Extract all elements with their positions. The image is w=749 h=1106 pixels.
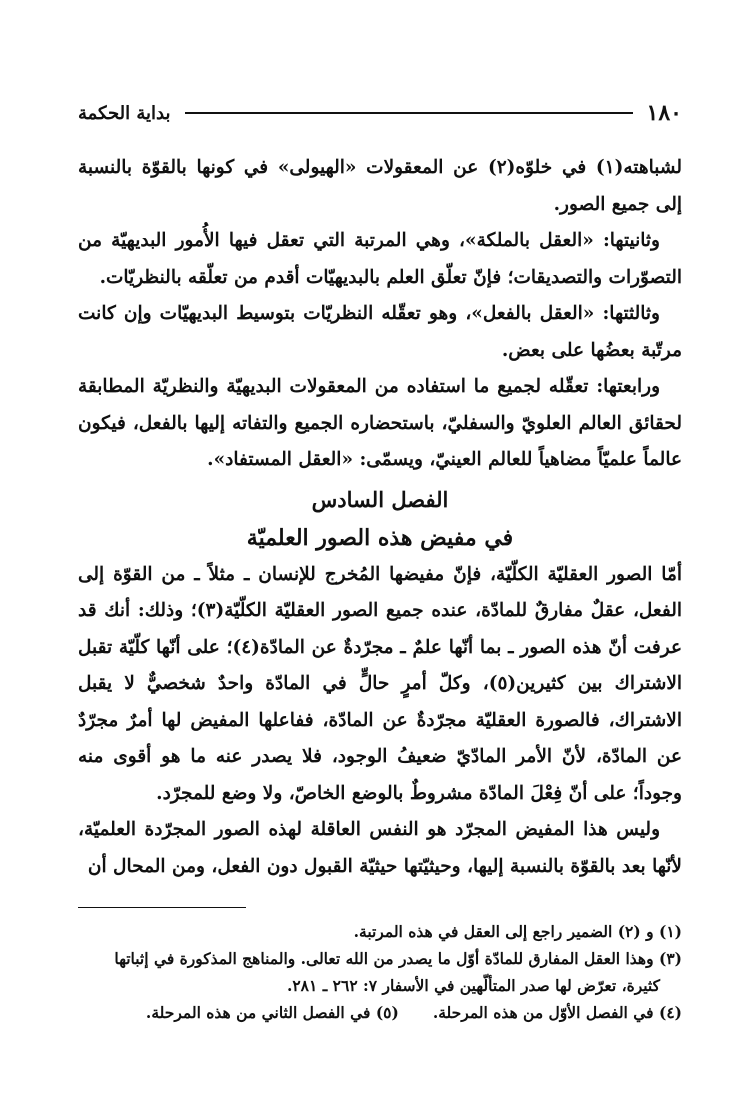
footnote-4: (٤) في الفصل الأوّل من هذه المرحلة. — [432, 1003, 682, 1022]
paragraph: وليس هذا المفيض المجرّد هو النفس العاقلة لهذه الصور المجرّدة العلميّة، لأنّها بعد بالقوّة بالنسبة إليها، وحيثيّتها حيثيّة القبول دون الفعل، ومن المحال أن — [78, 819, 682, 877]
paragraph: ورابعتها: تعقّله لجميع ما استفاده من المعقولات البديهيّة والنظريّة المطابقة لحقائق العالم العلويّ والسفليّ، باستحضاره الجميع والتفاته إليها بالفعل، فيكون عالماً علميّاً مضاهياً للعالم العينيّ، ويسمّى: «العقل المستفاد». — [78, 376, 682, 470]
footnote: كثيرة، تعرّض لها صدر المتألّهين في الأسفار ٧: ٢٦٢ ـ ٢٨١. — [286, 976, 660, 995]
book-page — [78, 96, 682, 1056]
running-header — [78, 96, 682, 130]
footnote-5: (٥) في الفصل الثاني من هذه المرحلة. — [145, 1003, 399, 1022]
footnote: (١) و (٢) الضمير راجع إلى العقل في هذه المرتبة. — [353, 922, 682, 941]
paragraph: وثانيتها: «العقل بالملكة»، وهي المرتبة التي تعقل فيها الأُمور البديهيّة من التصوّرات والتصديقات؛ فإنّ تعلّق العلم بالبديهيّات أقدم من تعلّقه بالنظريّات. — [78, 230, 682, 288]
paragraph: لشباهته(١) في خلوّه(٢) عن المعقولات «الهيولى» في كونها بالقوّة بالنسبة إلى جميع الصور. — [78, 157, 682, 215]
footnotes — [78, 918, 682, 999]
footnote: (٣) وهذا العقل المفارق للمادّة أوّل ما يصدر من الله تعالى. والمناهج المذكورة في إثباتها — [114, 949, 682, 968]
paragraph: وثالثتها: «العقل بالفعل»، وهو تعقّله النظريّات بتوسيط البديهيّات وإن كانت مرتّبة بعضُها على بعض. — [78, 303, 682, 361]
paragraph: أمّا الصور العقليّة الكلّيّة، فإنّ مفيضها المُخرج للإنسان ـ مثلاً ـ من القوّة إلى الفعل، عقلٌ مفارقٌ للمادّة، عنده جميع الصور العقليّة الكلّيّة(٣)؛ وذلك: أنك قد عرفت أنّ هذه الصور ـ بما أنّها علمٌ ـ مجرّدةٌ عن المادّة(٤)؛ على أنّها كلّيّة تقبل الاشتراك بين كثيرين(٥)، وكلّ أمرٍ حالٍّ في المادّة واحدٌ شخصيٌّ لا يقبل الاشتراك، فالصورة العقليّة مجرّدةٌ عن المادّة، ففاعلها المفيض لها أمرٌ مجرّدٌ عن المادّة، لأنّ الأمر المادّيّ ضعيفُ الوجود، فلا يصدر عنه ما هو أقوى منه وجوداً؛ على أنّ فِعْلَ المادّة مشروطٌ بالوضع الخاصّ، ولا وضع للمجرّد. — [78, 563, 683, 804]
footnote-separator — [78, 907, 246, 908]
book-title: بداية الحكمة — [78, 102, 171, 124]
section-subheading: في مفيض هذه الصور العلميّة — [246, 524, 514, 551]
page-body — [78, 150, 682, 885]
section-heading: الفصل السادس — [311, 486, 449, 512]
page-number: ١٨٠ — [646, 100, 682, 126]
footnote-row-last — [78, 999, 682, 1026]
header-rule — [185, 112, 633, 114]
